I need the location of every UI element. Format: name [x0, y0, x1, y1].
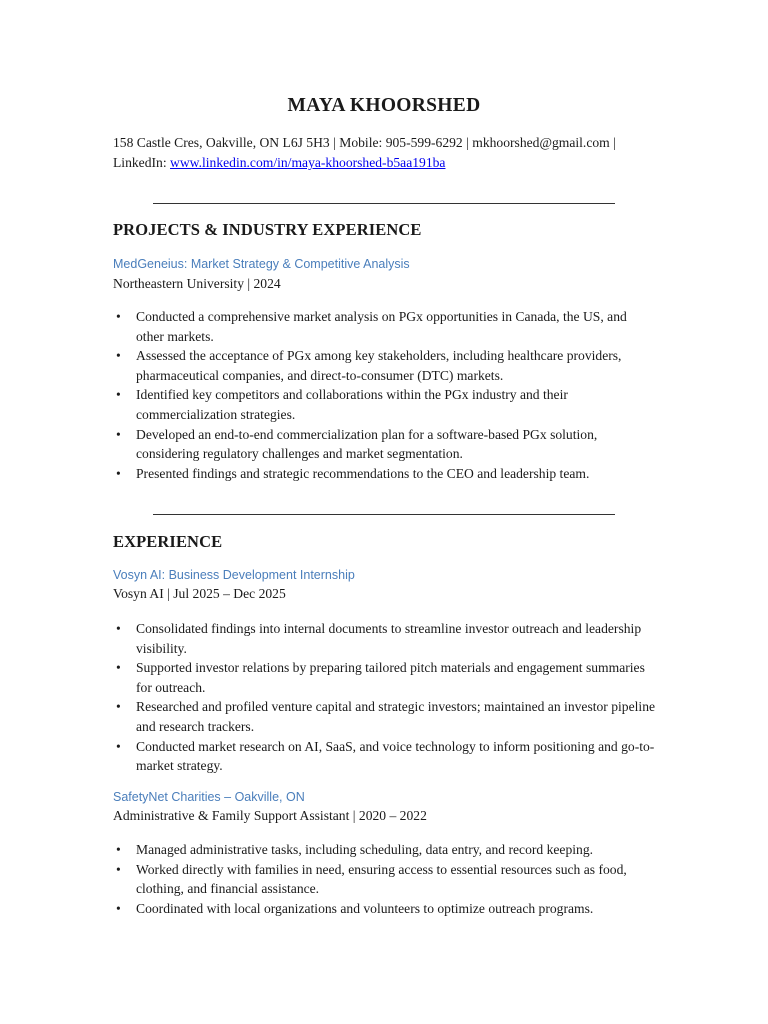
bullet-glyph: •	[116, 348, 121, 364]
list-item: • Presented findings and strategic recommendations to the CEO and leadership team.	[113, 464, 658, 484]
list-item: • Conducted a comprehensive market analysis on PGx opportunities in Canada, the US, and other markets.	[116, 309, 627, 344]
linkedin-link[interactable]: www.linkedin.com/in/maya-khoorshed-b5aa191ba	[170, 155, 446, 170]
bullet-glyph: •	[116, 738, 121, 754]
job-bullet-list	[113, 619, 658, 776]
contact-info	[113, 133, 663, 173]
section-heading-projects: PROJECTS & INDUSTRY EXPERIENCE	[113, 220, 422, 239]
job-title: SafetyNet Charities – Oakville, ON	[113, 790, 305, 804]
list-item: • Managed administrative tasks, including scheduling, data entry, and record keeping.	[113, 840, 658, 860]
job-meta: Administrative & Family Support Assistant | 2020 – 2022	[113, 808, 427, 823]
project-meta: Northeastern University | 2024	[113, 276, 281, 291]
list-item: • Worked directly with families in need, ensuring access to essential resources such as food, clothing, and financial assistance.	[116, 861, 627, 897]
separator: |	[329, 135, 340, 150]
job-title: Vosyn AI: Business Development Internship	[113, 568, 355, 582]
list-item: • Assessed the acceptance of PGx among key stakeholders, including healthcare providers, pharmaceutical companies, and direct-to-consumer (DTC) markets.	[116, 348, 622, 383]
list-item: • Conducted market research on AI, SaaS, and voice technology to inform positioning and go-to-market strategy.	[116, 738, 655, 774]
list-item: • Supported investor relations by preparing tailored pitch materials and engagement summaries for outreach.	[116, 660, 645, 695]
bullet-glyph: •	[116, 621, 121, 636]
address: 158 Castle Cres, Oakville, ON L6J 5H3	[113, 135, 330, 150]
section-divider	[153, 514, 615, 515]
bullet-glyph: •	[116, 387, 121, 403]
bullet-glyph: •	[116, 660, 121, 676]
list-item: • Researched and profiled venture capital and strategic investors; maintained an investor pipeline and research trackers.	[116, 699, 656, 734]
separator: |	[609, 135, 616, 150]
candidate-name: MAYA KHOORSHED	[287, 95, 481, 116]
email: mkhoorshed@gmail.com	[472, 135, 610, 150]
bullet-glyph: •	[116, 842, 121, 857]
job-bullet-list	[113, 840, 658, 918]
project-bullet-list	[113, 307, 658, 483]
list-item: • Developed an end-to-end commercialization plan for a software-based PGx solution, considering regulatory challenges and market segmentation.	[116, 426, 598, 462]
list-item: • Consolidated findings into internal documents to streamline investor outreach and leadership visibility.	[116, 621, 642, 656]
bullet-glyph: •	[116, 465, 121, 481]
bullet-glyph: •	[116, 426, 121, 442]
bullet-glyph: •	[116, 309, 121, 324]
list-item: • Identified key competitors and collaborations within the PGx industry and their commercialization strategies.	[116, 387, 568, 422]
list-item: • Coordinated with local organizations and volunteers to optimize outreach programs.	[113, 899, 658, 919]
bullet-glyph: •	[116, 900, 121, 916]
bullet-glyph: •	[116, 699, 121, 715]
job-meta: Vosyn AI | Jul 2025 – Dec 2025	[113, 586, 286, 601]
linkedin-label: LinkedIn:	[113, 155, 171, 170]
phone: Mobile: 905-599-6292	[339, 135, 463, 150]
bullet-glyph: •	[116, 861, 121, 877]
separator: |	[462, 135, 473, 150]
project-title: MedGeneius: Market Strategy & Competitive Analysis	[113, 257, 410, 271]
section-heading-experience: EXPERIENCE	[113, 532, 223, 551]
section-divider	[153, 203, 615, 204]
